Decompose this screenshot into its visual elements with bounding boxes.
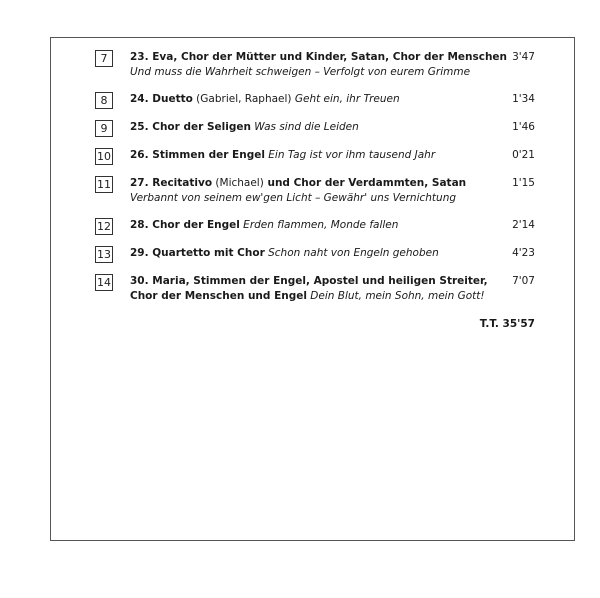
track-text	[130, 92, 490, 107]
track-title-continued: Chor der Menschen und Engel	[130, 290, 307, 302]
track-subtitle: Geht ein, ihr Treuen	[291, 93, 400, 105]
track-number: 9	[95, 120, 113, 137]
track-performers: (Michael)	[212, 177, 264, 189]
track-text	[130, 218, 490, 233]
track-subtitle: Schon naht von Engeln gehoben	[264, 247, 439, 259]
track-subtitle: Dein Blut, mein Sohn, mein Gott!	[306, 290, 485, 302]
track-subtitle: Ein Tag ist vor ihm tausend Jahr	[264, 149, 436, 161]
track-text	[130, 176, 490, 206]
track-title: 24. Duetto	[130, 93, 193, 105]
track-duration: 7'07	[512, 275, 535, 287]
track-text	[130, 148, 490, 163]
track-title: 29. Quartetto mit Chor	[130, 247, 265, 259]
track-duration: 1'15	[512, 177, 535, 189]
track-number: 7	[95, 50, 113, 67]
track-performers: (Gabriel, Raphael)	[192, 93, 292, 105]
track-title: 25. Chor der Seligen	[130, 121, 251, 133]
track-duration: 3'47	[512, 51, 535, 63]
track-title: 30. Maria, Stimmen der Engel, Apostel und heiligen Streiter,	[130, 275, 488, 287]
track-duration: 2'14	[512, 219, 535, 231]
track-title-continued: und Chor der Verdammten, Satan	[263, 177, 467, 189]
track-number: 8	[95, 92, 113, 109]
track-number: 10	[97, 150, 111, 163]
track-subtitle: Erden flammen, Monde fallen	[239, 219, 399, 231]
track-subtitle: Was sind die Leiden	[250, 121, 359, 133]
track-number: 12	[97, 220, 111, 233]
track-number: 13	[97, 248, 111, 261]
track-duration: 1'34	[512, 93, 535, 105]
track-subtitle: Verbannt von seinem ew'gen Licht – Gewähr' uns Vernichtung	[130, 192, 457, 204]
track-text	[130, 50, 508, 80]
track-duration: 0'21	[512, 149, 535, 161]
track-subtitle: Und muss die Wahrheit schweigen – Verfolgt von eurem Grimme	[130, 66, 471, 78]
track-title: 23. Eva, Chor der Mütter und Kinder, Satan, Chor der Menschen	[130, 51, 508, 63]
track-duration: 1'46	[512, 121, 535, 133]
track-text	[130, 274, 490, 304]
track-number: 11	[97, 178, 111, 191]
track-number: 14	[97, 276, 111, 289]
track-text	[130, 120, 490, 135]
track-text	[130, 246, 490, 261]
track-title: 26. Stimmen der Engel	[130, 149, 265, 161]
track-duration: 4'23	[512, 247, 535, 259]
track-title: 27. Recitativo	[130, 177, 213, 189]
track-title: 28. Chor der Engel	[130, 219, 240, 231]
total-time: T.T. 35'57	[479, 318, 535, 330]
